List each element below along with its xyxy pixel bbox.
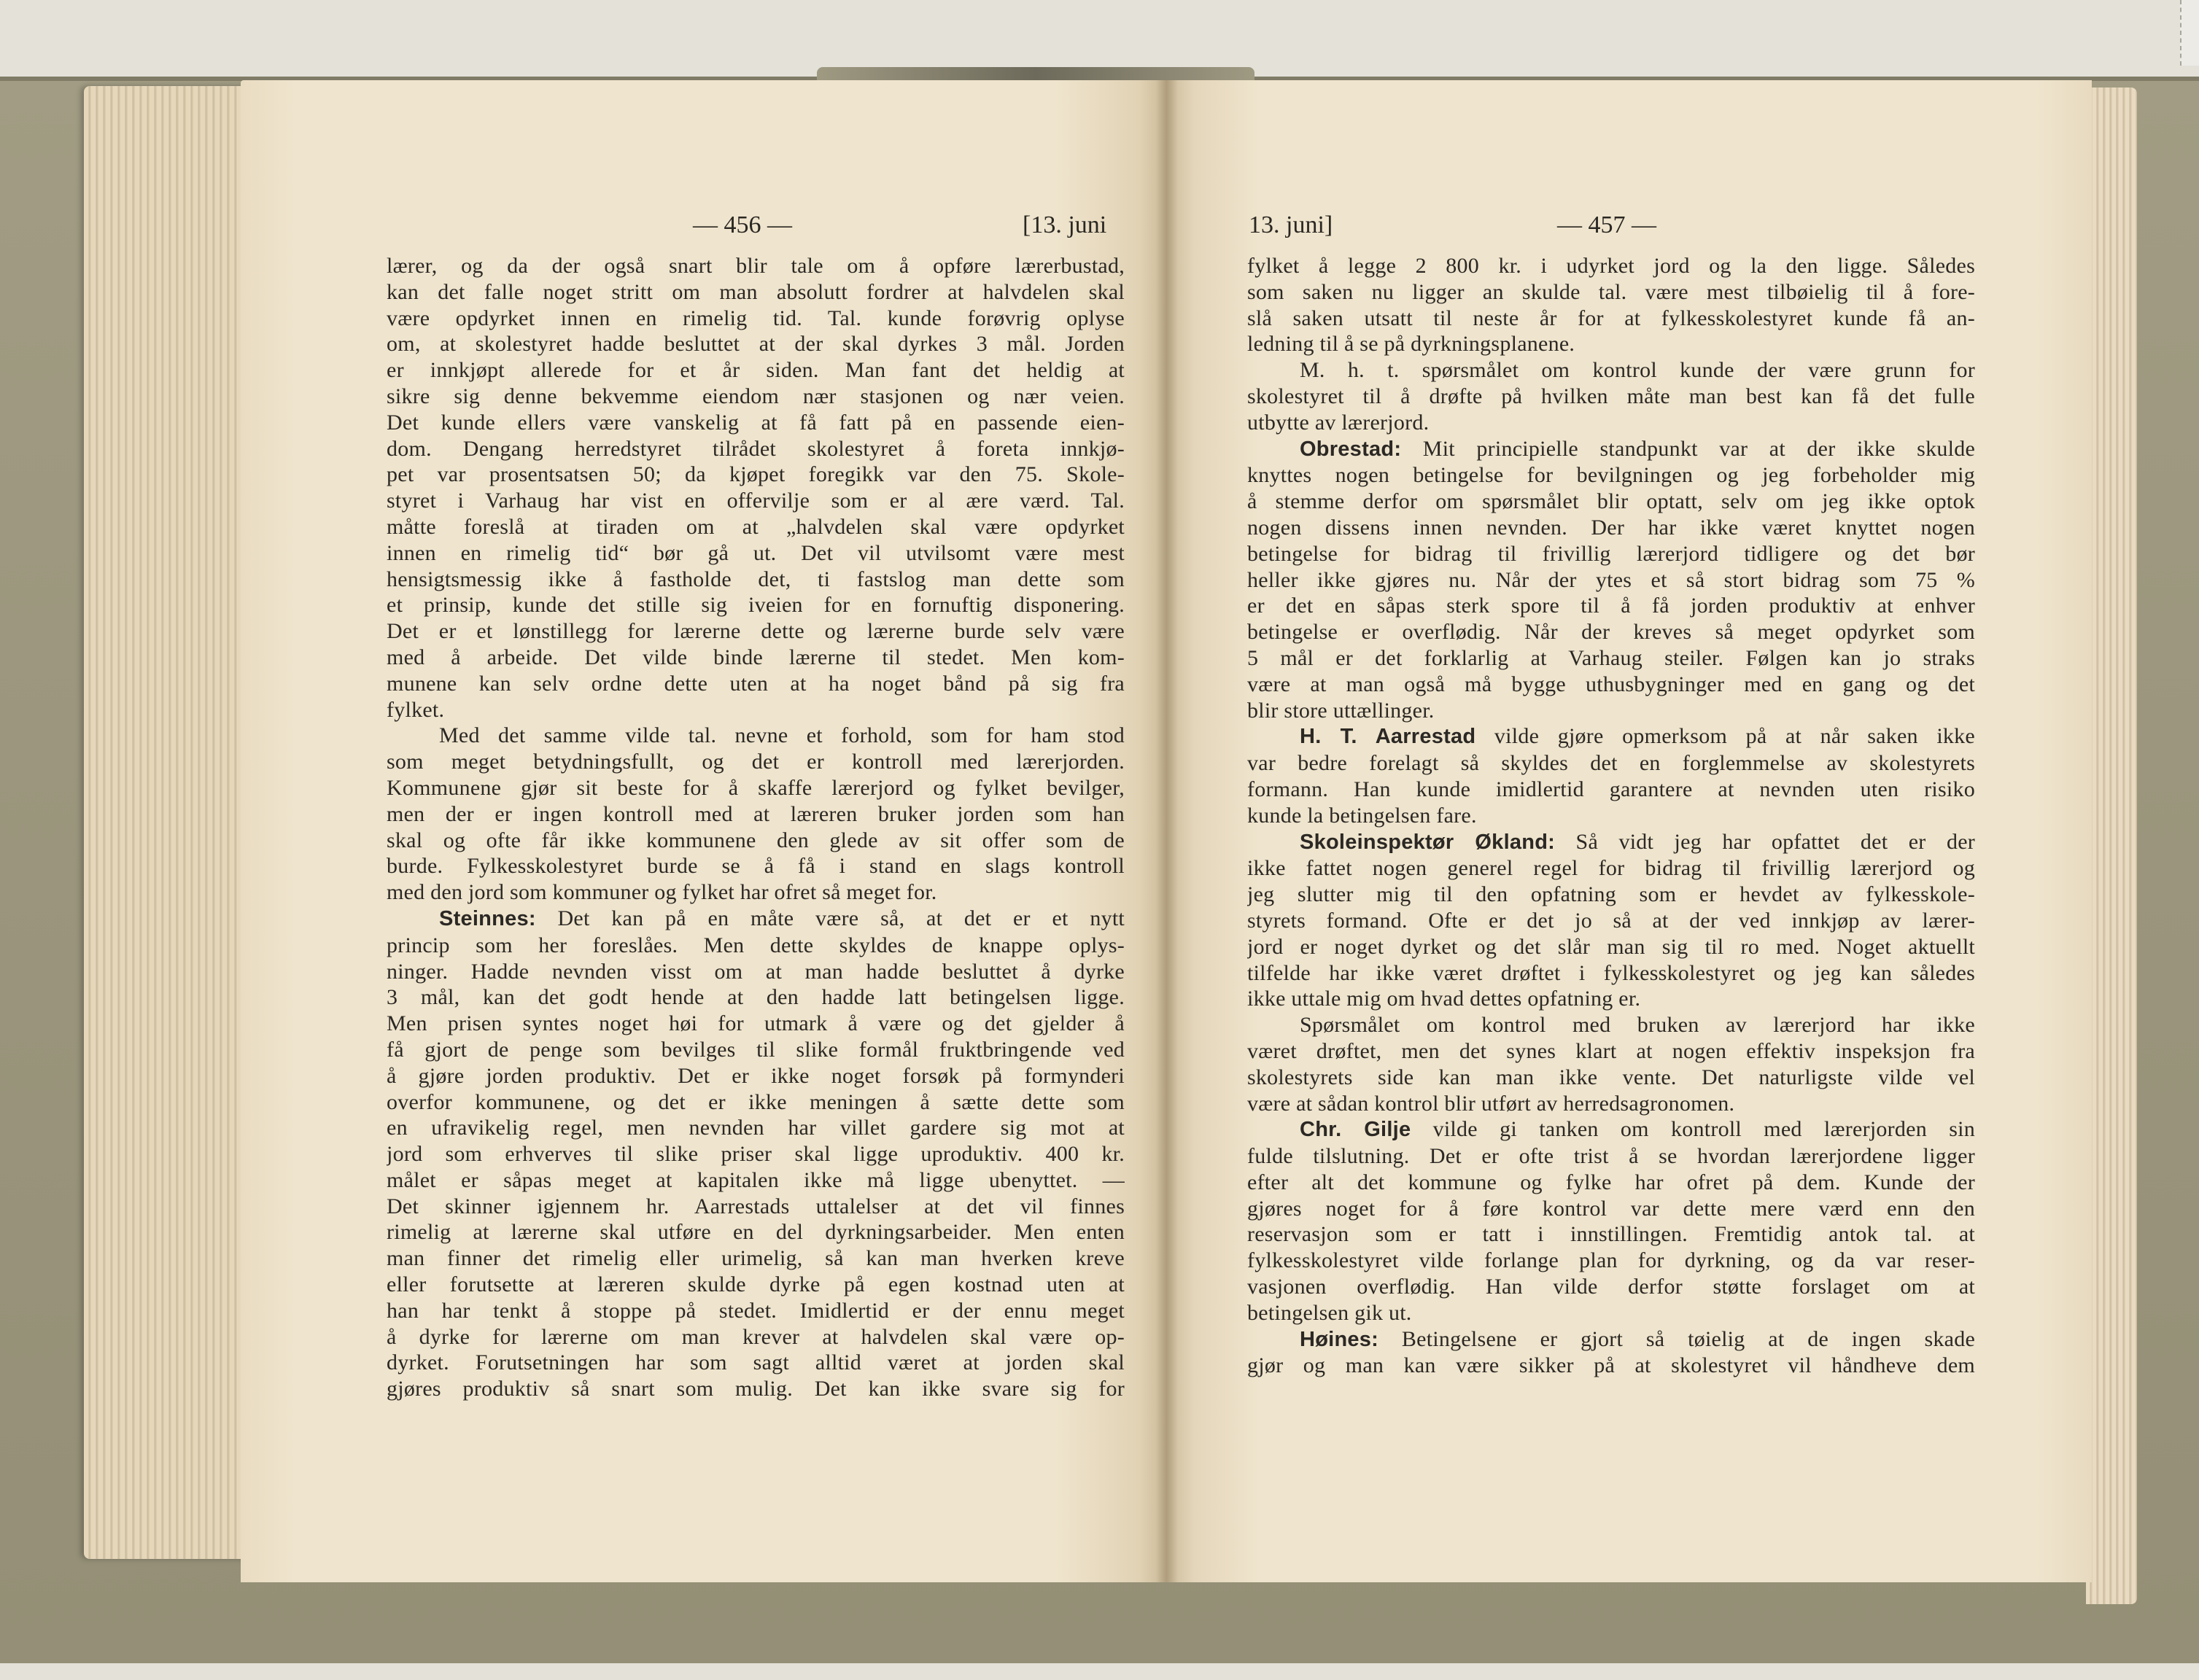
text-line — [1247, 829, 1975, 856]
text-line — [1247, 1248, 1975, 1274]
text-line — [387, 331, 1125, 357]
text-line — [1247, 698, 1975, 724]
line-text: å gjøre jorden produktiv. Det er ikke noget forsøk på formynderi — [387, 1063, 1125, 1088]
line-text: tilfelde har ikke været drøftet i fylkesskolestyret og jeg kan således — [1247, 960, 1975, 985]
line-text: være at sådan kontrol blir utført av herredsagronomen. — [1247, 1091, 1735, 1116]
text-line — [1247, 1170, 1975, 1196]
line-text: jeg slutter mig til den opfatning som er hevdet av fylkesskole- — [1247, 882, 1975, 907]
text-line — [387, 618, 1125, 645]
text-line — [387, 723, 1125, 749]
text-line — [387, 1376, 1125, 1402]
text-line — [1247, 1116, 1975, 1143]
text-line — [387, 410, 1125, 436]
right-page-text — [1247, 253, 1975, 1379]
text-line — [1247, 1091, 1975, 1117]
text-line — [1247, 723, 1975, 750]
line-text: pet var prosentsatsen 50; da kjøpet foregikk var den 75. Skole- — [387, 462, 1125, 487]
text-line — [387, 1089, 1125, 1116]
text-line — [387, 645, 1125, 671]
book-gutter — [1156, 80, 1178, 1582]
line-text: som saken nu ligger an skulde tal. være mest tilbøielig til å fore- — [1247, 279, 1975, 304]
text-line — [1247, 567, 1975, 594]
text-line — [387, 775, 1125, 801]
line-text: Det er et lønstillegg for lærerne dette og lærerne burde selv være — [387, 619, 1125, 644]
line-text: Kommunene gjør sit beste for å skaffe lærerjord og fylket bevilger, — [387, 775, 1125, 800]
text-line — [1247, 777, 1975, 803]
speaker-name: Skoleinspektør Økland: — [1300, 830, 1556, 854]
page-edges-left — [84, 86, 252, 1559]
line-text: princip som her foreslåes. Men dette skyldes de knappe oplys- — [387, 933, 1125, 957]
text-line — [1247, 1038, 1975, 1065]
line-text: Det skinner igjennem hr. Aarrestads uttalelser at det vil finnes — [387, 1194, 1125, 1218]
text-line — [1247, 357, 1975, 384]
line-text: betingelsen gik ut. — [1247, 1300, 1412, 1325]
text-line — [387, 879, 1125, 906]
line-text: men der er ingen kontroll med at læreren bruker jorden som han — [387, 801, 1125, 826]
text-line — [1247, 384, 1975, 410]
line-text: ninger. Hadde nevnden visst om at man hadde besluttet å dyrke — [387, 959, 1125, 984]
text-line — [387, 1063, 1125, 1089]
line-text: vilde gi tanken om kontroll med lærerjorden sin — [1432, 1117, 1975, 1142]
speaker-name: H. T. Aarrestad — [1300, 725, 1476, 749]
text-line — [387, 749, 1125, 775]
line-text: et prinsip, kunde det stille sig iveien for en fornuftig disponering. — [387, 593, 1125, 618]
text-line — [1247, 960, 1975, 987]
line-text: rimelig at lærerne skal utføre en del dyrkningsarbeider. Men enten — [387, 1220, 1125, 1245]
text-line — [1247, 1326, 1975, 1353]
line-text: kunde la betingelsen fare. — [1247, 803, 1477, 828]
text-line — [387, 540, 1125, 567]
text-line — [387, 1298, 1125, 1324]
line-text: ikke uttale mig om hvad dettes opfatning er. — [1247, 987, 1641, 1011]
line-text: lærer, og da der også snart blir tale om å opføre lærerbustad, — [387, 254, 1125, 278]
line-text: gjøres noget for å føre kontrol var dette mere værd enn den — [1247, 1196, 1975, 1221]
line-text: med å arbeide. Det vilde binde lærerne til stedet. Men kom- — [387, 645, 1125, 669]
text-line — [1247, 855, 1975, 882]
text-line — [387, 253, 1125, 279]
speaker-name: Steinnes: — [439, 906, 536, 930]
line-text: betingelse for bidrag til frivillig lærerjord tidligere og det bør — [1247, 541, 1975, 566]
line-text: jord som erhverves til slike priser skal ligge uproduktiv. 400 kr. — [387, 1142, 1125, 1167]
line-text: Men prisen syntes noget høi for utmark å være og det gjelder å — [387, 1011, 1125, 1036]
line-text: overfor kommunene, og det er ikke meningen å sætte dette som — [387, 1089, 1125, 1114]
speaker-name: Høines: — [1300, 1327, 1379, 1351]
line-text: Så vidt jeg har opfattet det er der — [1575, 829, 1975, 854]
text-line — [1247, 410, 1975, 436]
line-text: dom. Dengang herredstyret tilrådet skolestyret å foreta innkjø- — [387, 436, 1125, 461]
text-line — [387, 1194, 1125, 1220]
line-text: 5 mål er det forklarlig at Varhaug steiler. Følgen kan jo straks — [1247, 645, 1975, 670]
text-line — [1247, 645, 1975, 672]
text-line — [1247, 882, 1975, 908]
text-line — [1247, 489, 1975, 515]
line-text: jord er noget dyrket og det slår man sig til ro med. Noget aktuellt — [1247, 934, 1975, 959]
text-line — [1247, 934, 1975, 960]
text-line — [1247, 1274, 1975, 1300]
text-line — [1247, 1300, 1975, 1326]
text-line — [387, 906, 1125, 933]
text-line — [387, 697, 1125, 723]
line-text: med den jord som kommuner og fylket har ofret så meget for. — [387, 880, 937, 905]
line-text: reservasjon som er tatt i innstillingen. Fremtidig antok tal. at — [1247, 1222, 1975, 1247]
line-text: skolestyrets side kan man ikke vente. Det naturligste vilde vel — [1247, 1065, 1975, 1089]
line-text: fylket å legge 2 800 kr. i udyrket jord og la den ligge. Således — [1247, 254, 1975, 278]
line-text: Betingelsene er gjort så tøielig at de ingen skade — [1401, 1326, 1975, 1351]
line-text: styret i Varhaug har vist en offervilje som er al ære værd. Tal. — [387, 489, 1125, 513]
text-line — [387, 488, 1125, 514]
text-line — [387, 462, 1125, 488]
line-text: slå saken utsatt til neste år for at fylkesskolestyret kunde få an- — [1247, 306, 1975, 330]
line-text: måtte foreslå at tiraden om at „halvdelen skal være opdyrket — [387, 514, 1125, 539]
line-text: munene kan selv ordne dette uten at ha noget bånd på sig fra — [387, 671, 1125, 696]
line-text: gjøres produktiv så snart som mulig. Det kan ikke svare sig for — [387, 1377, 1125, 1401]
right-page-date: 13. juni] — [1249, 211, 1333, 238]
line-text: utbytte av lærerjord. — [1247, 410, 1430, 435]
line-text: å dyrke for lærerne om man krever at halvdelen skal være op- — [387, 1324, 1125, 1349]
line-text: man finner det rimelig eller urimelig, så kan man hverken kreve — [387, 1246, 1125, 1271]
text-line — [387, 1011, 1125, 1037]
text-line — [1247, 619, 1975, 645]
line-text: er innkjøpt allerede for et år siden. Man fant det heldig at — [387, 358, 1125, 383]
line-text: er det en såpas sterk spore til å få jorden produktiv at enhver — [1247, 594, 1975, 618]
text-line — [387, 279, 1125, 306]
text-line — [1247, 331, 1975, 357]
text-line — [387, 1245, 1125, 1272]
line-text: fulde tilslutning. Det er ofte trist å se hvordan lærerjordene ligger — [1247, 1144, 1975, 1169]
line-text: innen en rimelig tid“ bør gå ut. Det vil utvilsomt være mest — [387, 540, 1125, 565]
line-text: å stemme derfor om spørsmålet blir optatt, selv om jeg ikke optok — [1247, 489, 1975, 514]
line-text: være at man også må bygge uthusbygninger med en gang og det — [1247, 672, 1975, 696]
text-line — [1247, 1196, 1975, 1222]
text-line — [387, 1350, 1125, 1376]
text-line — [387, 801, 1125, 828]
line-text: målet er såpas meget at kapitalen ikke må ligge ubenyttet. — — [387, 1167, 1125, 1192]
text-line — [387, 592, 1125, 618]
text-line — [387, 384, 1125, 410]
text-line — [1247, 1143, 1975, 1170]
text-line — [1247, 986, 1975, 1012]
text-line — [1247, 541, 1975, 567]
text-line — [387, 1219, 1125, 1245]
text-line — [1247, 1353, 1975, 1379]
text-line — [387, 959, 1125, 985]
right-page-number: — 457 — — [1557, 211, 1656, 238]
line-text: vasjonen overflødig. Han vilde derfor støtte forslaget om at — [1247, 1275, 1975, 1299]
text-line — [387, 1115, 1125, 1141]
line-text: eller forutsette at læreren skulde dyrke på egen kostnad uten at — [387, 1272, 1125, 1297]
line-text: Det kan på en måte være så, at det er et nytt — [557, 906, 1125, 930]
text-line — [387, 1272, 1125, 1298]
line-text: vilde gjøre opmerksom på at når saken ikke — [1494, 724, 1975, 749]
left-page-number: — 456 — — [693, 211, 792, 238]
text-line — [387, 1167, 1125, 1194]
line-text: ledning til å se på dyrkningsplanene. — [1247, 332, 1575, 357]
line-text: gjør og man kan være sikker på at skolestyret vil håndheve dem — [1247, 1353, 1975, 1378]
page-edges-right — [2086, 88, 2137, 1604]
line-text: nogen dissens innen nevnden. Der har ikke været knyttet nogen — [1247, 515, 1975, 540]
line-text: formann. Han kunde imidlertid garantere at nevnden uten risiko — [1247, 777, 1975, 801]
text-line — [1247, 462, 1975, 489]
line-text: kan det falle noget stritt om man absolutt fordrer at halvdelen skal — [387, 279, 1125, 304]
line-text: Spørsmålet om kontrol med bruken av lærerjord har ikke — [1300, 1013, 1975, 1038]
text-line — [1247, 515, 1975, 541]
line-text: Det kunde ellers være vanskelig at få fatt på en passende eien- — [387, 410, 1125, 435]
text-line — [387, 1141, 1125, 1167]
text-line — [387, 1037, 1125, 1063]
line-text: M. h. t. spørsmålet om kontrol kunde der være grunn for — [1300, 358, 1975, 383]
left-page-date: [13. juni — [1023, 211, 1107, 238]
line-text: heller ikke gjøres nu. Når der ytes et så stort bidrag som 75 % — [1247, 567, 1975, 592]
line-text: hensigtsmessig ikke å fastholde det, ti fastslog man dette som — [387, 567, 1125, 591]
line-text: styrets formand. Ofte er det jo så at der ved innkjøp av lærer- — [1247, 908, 1975, 933]
line-text: få gjort de penge som bevilges til slike formål fruktbringende ved — [387, 1037, 1125, 1062]
line-text: betingelse er overflødig. Når der kreves så meget opdyrket som — [1247, 620, 1975, 645]
line-text: skal og ofte får ikke kommunene den glede av sit offer som de — [387, 828, 1125, 852]
text-line — [1247, 908, 1975, 934]
text-line — [387, 933, 1125, 959]
text-line — [1247, 436, 1975, 463]
line-text: fylkesskolestyret vilde forlange plan for dyrkning, og da var reser- — [1247, 1248, 1975, 1273]
line-text: som meget betydningsfullt, og det er kontroll med lærerjorden. — [387, 750, 1125, 774]
line-text: blir store uttællinger. — [1247, 698, 1435, 723]
line-text: knyttes nogen betingelse for bevilgningen og jeg forbeholder mig — [1247, 463, 1975, 488]
text-line — [387, 1324, 1125, 1350]
text-line — [387, 828, 1125, 854]
line-text: 3 mål, kan det godt hende at den hadde latt betingelsen ligge. — [387, 985, 1125, 1010]
text-line — [387, 357, 1125, 384]
text-line — [387, 567, 1125, 593]
speaker-name: Chr. Gilje — [1300, 1118, 1411, 1142]
text-line — [1247, 750, 1975, 777]
text-line — [387, 984, 1125, 1011]
text-line — [1247, 1221, 1975, 1248]
text-line — [387, 514, 1125, 540]
line-text: han har tenkt å stoppe på stedet. Imidlertid er der ennu meget — [387, 1298, 1125, 1323]
text-line — [387, 853, 1125, 879]
line-text: været drøftet, men det synes klart at nogen effektiv inspeksjon fra — [1247, 1038, 1975, 1063]
text-line — [1247, 803, 1975, 829]
text-line — [1247, 306, 1975, 332]
text-line — [1247, 593, 1975, 619]
line-text: efter alt det kommune og fylke har ofret på dem. Kunde der — [1247, 1170, 1975, 1194]
text-line — [387, 671, 1125, 697]
line-text: Mit principielle standpunkt var at der ikke skulde — [1422, 436, 1975, 461]
text-line — [387, 306, 1125, 332]
line-text: skolestyret til å drøfte på hvilken måte man best kan få det fulle — [1247, 384, 1975, 408]
line-text: burde. Fylkesskolestyret burde se å få i stand en slags kontroll — [387, 854, 1125, 879]
line-text: sikre sig denne bekvemme eiendom nær stasjonen og nær veien. — [387, 384, 1125, 408]
text-line — [1247, 672, 1975, 698]
text-line — [1247, 253, 1975, 279]
text-line — [387, 436, 1125, 462]
line-text: ikke fattet nogen generel regel for bidrag til frivillig lærerjord og — [1247, 856, 1975, 881]
line-text: Med det samme vilde tal. nevne et forhold, som for ham stod — [439, 723, 1125, 748]
text-line — [1247, 1065, 1975, 1091]
line-text: dyrket. Forutsetningen har som sagt alltid været at jorden skal — [387, 1350, 1125, 1375]
line-text: være opdyrket innen en rimelig tid. Tal. kunde forøvrig oplyse — [387, 306, 1125, 330]
scan-ruler — [2180, 0, 2199, 66]
line-text: en ufravikelig regel, men nevnden har villet gardere sig mot at — [387, 1116, 1125, 1140]
speaker-name: Obrestad: — [1300, 437, 1402, 461]
text-line — [1247, 1012, 1975, 1038]
text-line — [1247, 279, 1975, 306]
line-text: om, at skolestyret hadde besluttet at der skal dyrkes 3 mål. Jorden — [387, 332, 1125, 357]
line-text: fylket. — [387, 697, 445, 722]
left-page-text — [387, 253, 1125, 1402]
line-text: var bedre forelagt så skyldes det en forglemmelse av skolestyrets — [1247, 751, 1975, 776]
